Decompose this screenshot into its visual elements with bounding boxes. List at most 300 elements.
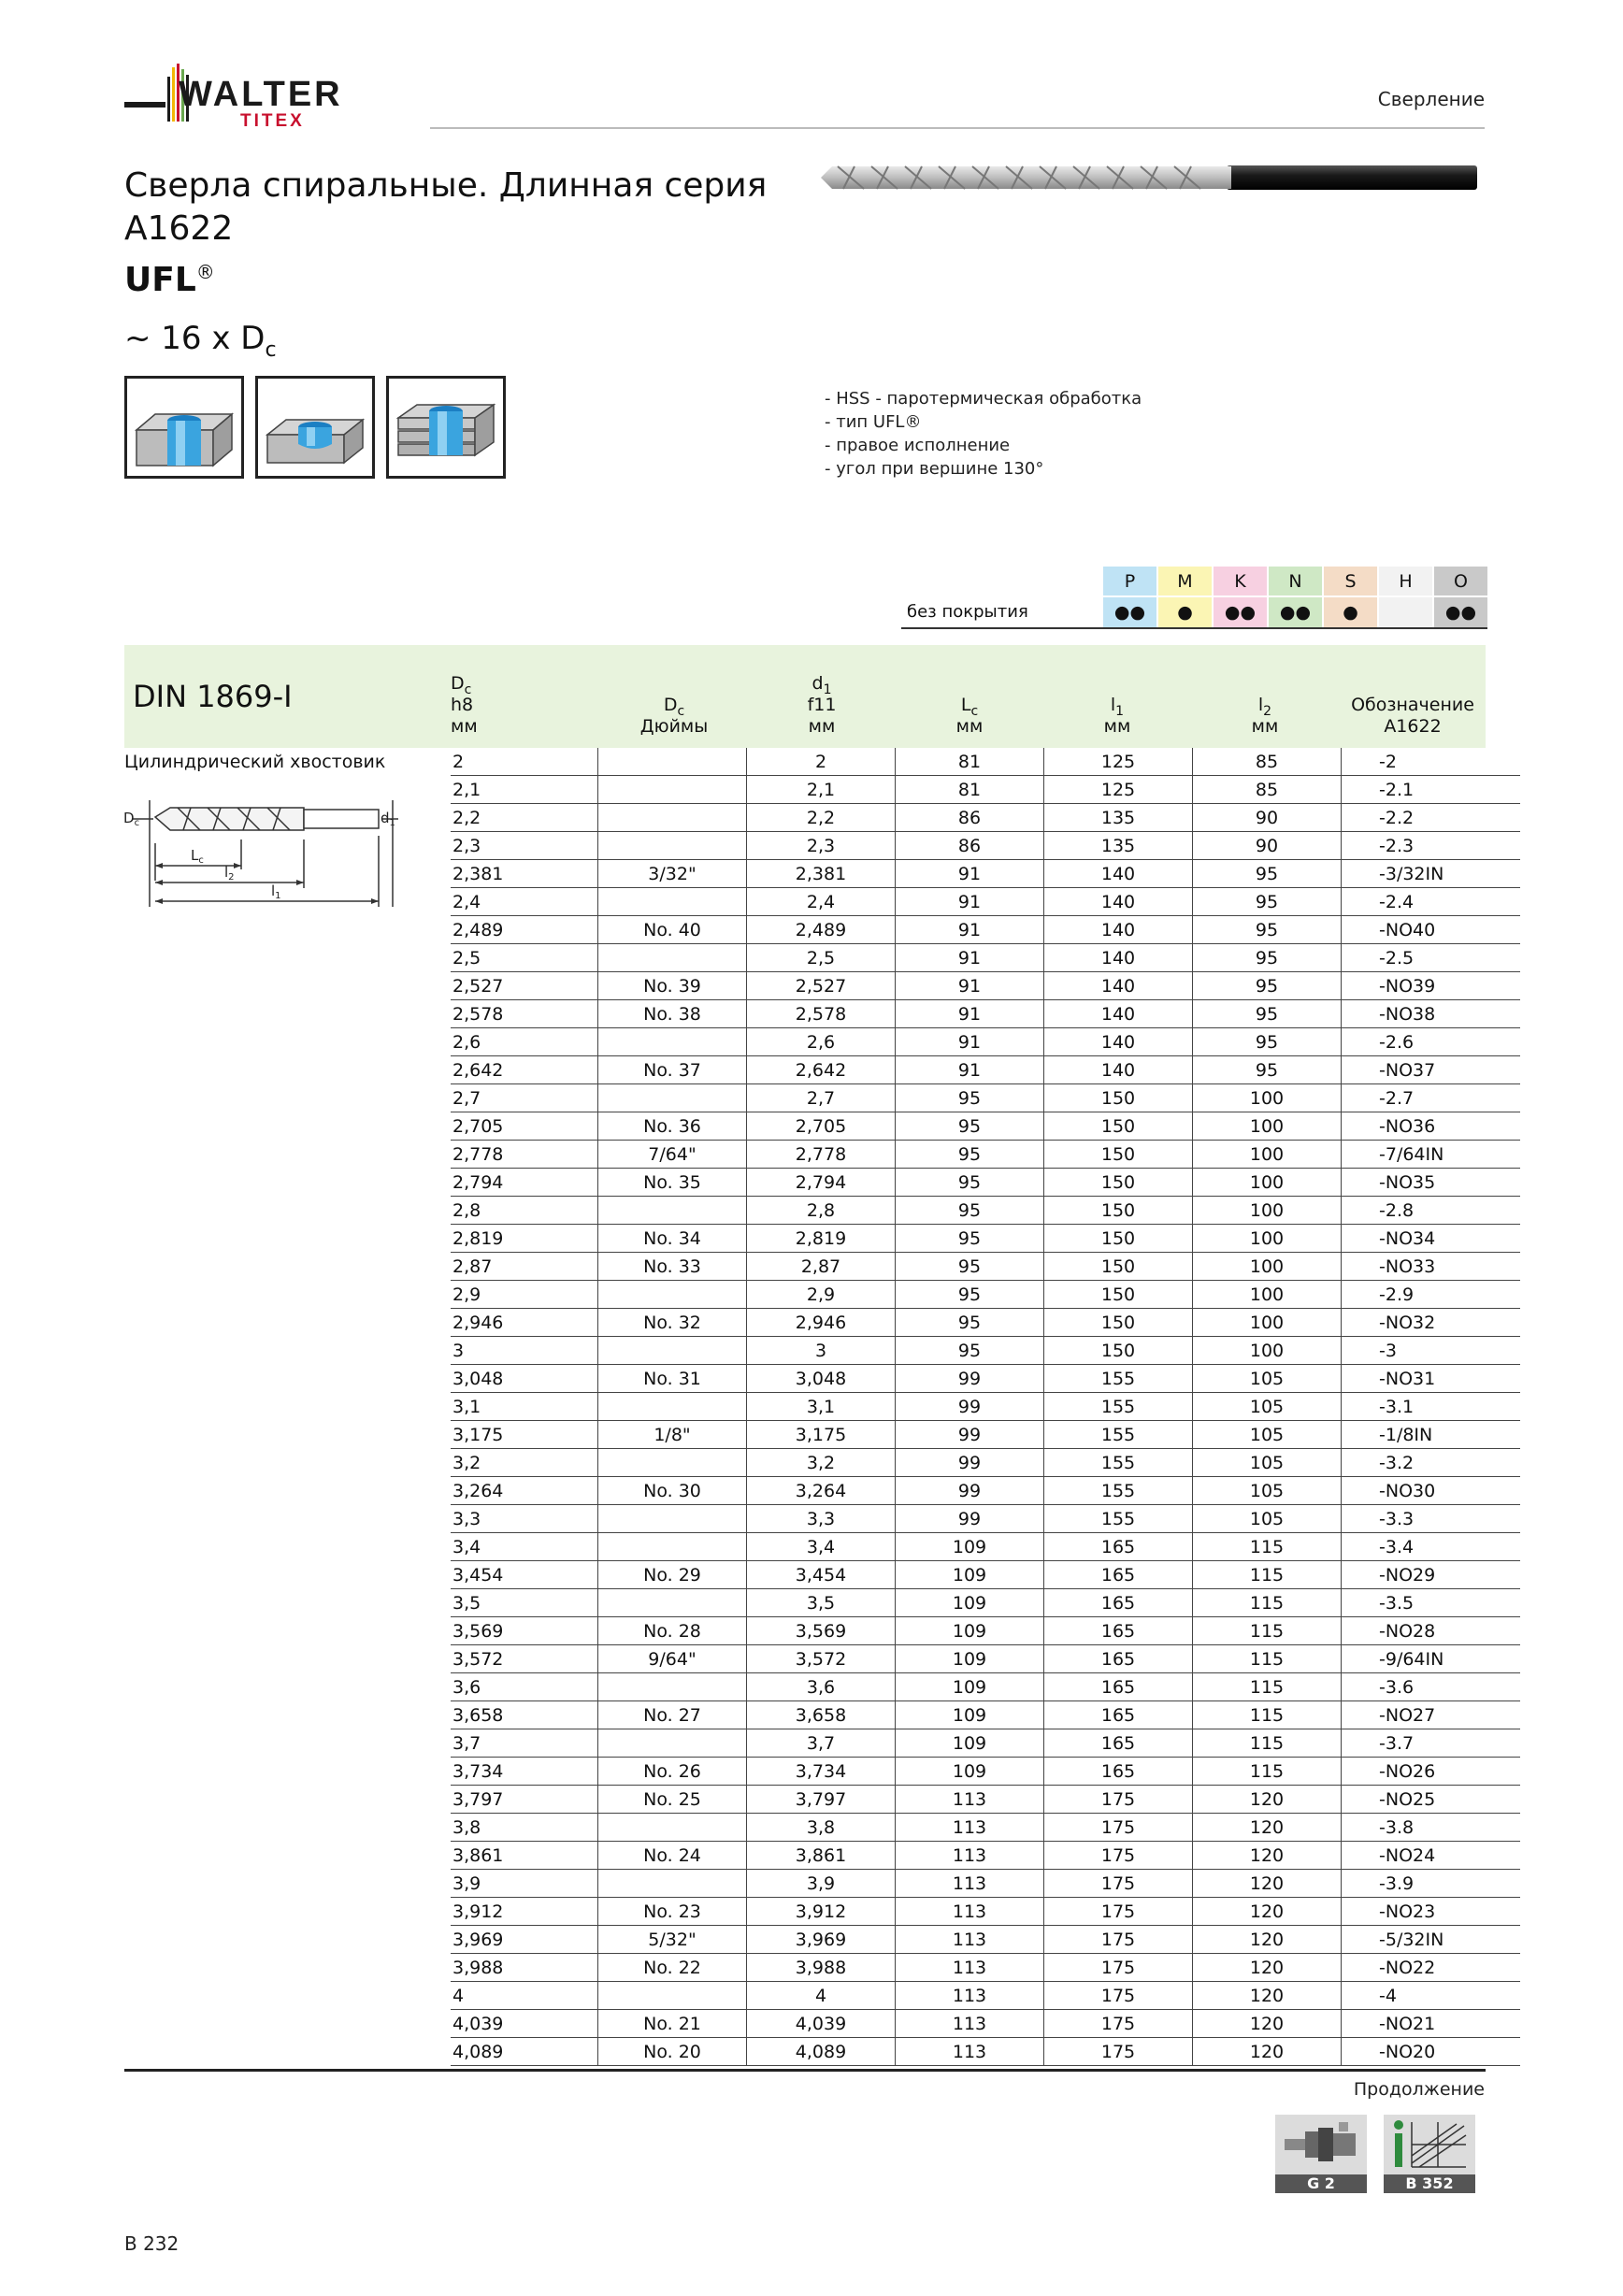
table-cell: 91 — [896, 1056, 1044, 1084]
table-cell: 99 — [896, 1421, 1044, 1449]
table-row — [451, 1814, 1520, 1842]
table-cell: 113 — [896, 1842, 1044, 1870]
table-cell: 155 — [1044, 1449, 1193, 1477]
table-cell: 99 — [896, 1505, 1044, 1533]
table-cell: 2,778 — [747, 1141, 896, 1169]
drill-schematic — [122, 795, 402, 918]
table-cell: 115 — [1193, 1758, 1342, 1786]
table-cell — [598, 748, 747, 776]
table-row — [451, 1084, 1520, 1112]
table-cell: 3,969 — [451, 1926, 598, 1954]
table-cell: -NO21 — [1342, 2010, 1521, 2038]
table-cell: -2.5 — [1342, 944, 1521, 972]
table-cell: 109 — [896, 1533, 1044, 1561]
info-chart-icon — [1384, 2115, 1475, 2174]
table-cell: 95 — [896, 1112, 1044, 1141]
table-cell: 3,569 — [451, 1617, 598, 1645]
table-row — [451, 1673, 1520, 1701]
table-cell: 2,2 — [451, 804, 598, 832]
table-cell: 175 — [1044, 1814, 1193, 1842]
table-cell: 105 — [1193, 1393, 1342, 1421]
table-cell: 120 — [1193, 1926, 1342, 1954]
table-cell: -NO25 — [1342, 1786, 1521, 1814]
table-cell: 113 — [896, 1898, 1044, 1926]
table-cell: -3.8 — [1342, 1814, 1521, 1842]
table-cell — [598, 1393, 747, 1421]
table-cell: 2,4 — [747, 888, 896, 916]
table-cell: 175 — [1044, 1982, 1193, 2010]
table-cell: 91 — [896, 944, 1044, 972]
table-cell: 2 — [451, 748, 598, 776]
stacked-plates-icon — [386, 376, 506, 479]
ref-button-b352[interactable]: B 352 — [1384, 2115, 1475, 2193]
table-cell: 150 — [1044, 1084, 1193, 1112]
table-cell: No. 34 — [598, 1225, 747, 1253]
table-cell: 125 — [1044, 776, 1193, 804]
table-cell: 150 — [1044, 1225, 1193, 1253]
table-cell: 90 — [1193, 804, 1342, 832]
table-cell: -3.2 — [1342, 1449, 1521, 1477]
table-cell: 100 — [1193, 1225, 1342, 1253]
table-cell: -NO23 — [1342, 1898, 1521, 1926]
section-title: Сверление — [1377, 88, 1485, 110]
material-group-s: S — [1323, 567, 1378, 596]
table-cell: 4 — [747, 1982, 896, 2010]
table-cell: 3/32" — [598, 860, 747, 888]
table-cell: -NO28 — [1342, 1617, 1521, 1645]
table-cell — [598, 776, 747, 804]
table-cell: 140 — [1044, 1056, 1193, 1084]
table-cell — [598, 1028, 747, 1056]
table-cell: 140 — [1044, 972, 1193, 1000]
table-row — [451, 1589, 1520, 1617]
table-cell: 165 — [1044, 1561, 1193, 1589]
table-cell: 3,5 — [451, 1589, 598, 1617]
material-group-p: P — [1102, 567, 1157, 596]
table-cell: 3,969 — [747, 1926, 896, 1954]
table-cell: -NO24 — [1342, 1842, 1521, 1870]
table-cell: 3,572 — [747, 1645, 896, 1673]
table-cell: No. 33 — [598, 1253, 747, 1281]
table-cell: 105 — [1193, 1505, 1342, 1533]
table-cell: No. 32 — [598, 1309, 747, 1337]
length-ratio: ~ 16 x $D_c$ — [124, 320, 277, 362]
table-cell: -2.4 — [1342, 888, 1521, 916]
table-cell: -2.1 — [1342, 776, 1521, 804]
table-cell: 4 — [451, 1982, 598, 2010]
table-cell: 135 — [1044, 832, 1193, 860]
table-row — [451, 1253, 1520, 1281]
table-cell: 3,9 — [451, 1870, 598, 1898]
table-cell: 3,734 — [451, 1758, 598, 1786]
table-cell: -2.8 — [1342, 1197, 1521, 1225]
table-cell: 99 — [896, 1393, 1044, 1421]
table-cell: No. 31 — [598, 1365, 747, 1393]
table-cell: 3,1 — [747, 1393, 896, 1421]
table-cell: 3,8 — [747, 1814, 896, 1842]
table-cell: -3.9 — [1342, 1870, 1521, 1898]
table-cell: 3,454 — [451, 1561, 598, 1589]
table-row — [451, 1701, 1520, 1729]
table-cell: 3,734 — [747, 1758, 896, 1786]
table-cell: -2.6 — [1342, 1028, 1521, 1056]
table-cell: 85 — [1193, 776, 1342, 804]
table-cell: No. 29 — [598, 1561, 747, 1589]
table-cell: 105 — [1193, 1477, 1342, 1505]
table-cell: 125 — [1044, 748, 1193, 776]
column-header: Обозначение A1622 — [1351, 695, 1474, 737]
table-cell: 9/64" — [598, 1645, 747, 1673]
table-row — [451, 1842, 1520, 1870]
table-cell: 3,454 — [747, 1561, 896, 1589]
table-cell: 3,4 — [451, 1533, 598, 1561]
table-cell: No. 25 — [598, 1786, 747, 1814]
table-cell: 2,1 — [451, 776, 598, 804]
table-cell: 109 — [896, 1645, 1044, 1673]
table-cell: -3.1 — [1342, 1393, 1521, 1421]
label-dc: $D_c$ — [123, 810, 140, 828]
material-rating-h — [1378, 596, 1433, 628]
table-cell: 3,3 — [451, 1505, 598, 1533]
material-rating-k: ●● — [1213, 596, 1268, 628]
table-cell: 150 — [1044, 1281, 1193, 1309]
table-cell: 3,2 — [747, 1449, 896, 1477]
material-rating-o: ●● — [1433, 596, 1487, 628]
table-cell: 91 — [896, 860, 1044, 888]
table-cell: No. 22 — [598, 1954, 747, 1982]
table-cell: -3.5 — [1342, 1589, 1521, 1617]
table-cell: 91 — [896, 916, 1044, 944]
table-cell: 2,794 — [451, 1169, 598, 1197]
table-cell: 2,6 — [451, 1028, 598, 1056]
table-cell: 3,8 — [451, 1814, 598, 1842]
table-row — [451, 1309, 1520, 1337]
table-cell: 3,861 — [451, 1842, 598, 1870]
table-cell: 95 — [896, 1084, 1044, 1112]
table-cell: 2,87 — [451, 1253, 598, 1281]
table-cell: 155 — [1044, 1477, 1193, 1505]
table-cell — [598, 1449, 747, 1477]
table-cell: 81 — [896, 776, 1044, 804]
table-cell: 3,7 — [451, 1729, 598, 1758]
table-cell: 95 — [1193, 916, 1342, 944]
table-cell: 113 — [896, 1870, 1044, 1898]
feature-item: - правое исполнение — [825, 436, 1011, 455]
table-cell: 165 — [1044, 1589, 1193, 1617]
table-cell: 95 — [1193, 860, 1342, 888]
label-d1: $d_1$ — [381, 810, 395, 828]
table-cell — [598, 1281, 747, 1309]
table-cell: 99 — [896, 1477, 1044, 1505]
table-cell: -3.3 — [1342, 1505, 1521, 1533]
table-row — [451, 2010, 1520, 2038]
title-line-3: UFL — [124, 261, 196, 299]
table-cell: 140 — [1044, 860, 1193, 888]
table-row — [451, 1870, 1520, 1898]
table-cell: 3,048 — [747, 1365, 896, 1393]
table-row — [451, 1477, 1520, 1505]
table-cell — [598, 1870, 747, 1898]
table-cell: 113 — [896, 1786, 1044, 1814]
material-rating-m: ● — [1157, 596, 1213, 628]
table-row — [451, 1645, 1520, 1673]
table-cell — [598, 832, 747, 860]
title-line-2: A1622 — [124, 209, 234, 248]
table-cell: No. 40 — [598, 916, 747, 944]
table-cell: 3,9 — [747, 1870, 896, 1898]
table-cell — [598, 1084, 747, 1112]
table-cell: 115 — [1193, 1729, 1342, 1758]
table-cell: -NO34 — [1342, 1225, 1521, 1253]
table-cell — [598, 1197, 747, 1225]
table-cell: -9/64IN — [1342, 1645, 1521, 1673]
table-cell: 95 — [896, 1197, 1044, 1225]
table-cell: No. 37 — [598, 1056, 747, 1084]
table-cell: 115 — [1193, 1533, 1342, 1561]
feature-item: - тип UFL® — [825, 412, 922, 432]
table-cell: 115 — [1193, 1645, 1342, 1673]
table-cell: 3,912 — [451, 1898, 598, 1926]
table-cell: 4,089 — [747, 2038, 896, 2066]
table-cell: 120 — [1193, 2010, 1342, 2038]
table-cell: -NO31 — [1342, 1365, 1521, 1393]
table-cell: 109 — [896, 1589, 1044, 1617]
table-cell: 150 — [1044, 1253, 1193, 1281]
table-cell: 175 — [1044, 1926, 1193, 1954]
product-title — [124, 165, 767, 302]
table-cell: -NO27 — [1342, 1701, 1521, 1729]
table-cell: 2,9 — [451, 1281, 598, 1309]
table-cell: 155 — [1044, 1421, 1193, 1449]
table-cell: 3 — [451, 1337, 598, 1365]
table-cell: 150 — [1044, 1141, 1193, 1169]
table-cell: 2,946 — [747, 1309, 896, 1337]
table-row — [451, 776, 1520, 804]
table-cell: 2,381 — [451, 860, 598, 888]
table-row — [451, 1786, 1520, 1814]
table-cell: 3,048 — [451, 1365, 598, 1393]
table-cell: -NO33 — [1342, 1253, 1521, 1281]
through-hole-icon — [124, 376, 244, 479]
title-line-1: Сверла спиральные. Длинная серия — [124, 166, 768, 205]
table-cell: 105 — [1193, 1449, 1342, 1477]
table-cell: 120 — [1193, 1842, 1342, 1870]
table-cell: 100 — [1193, 1084, 1342, 1112]
table-row — [451, 1365, 1520, 1393]
table-cell: -NO40 — [1342, 916, 1521, 944]
table-cell: 3,7 — [747, 1729, 896, 1758]
table-cell: 100 — [1193, 1281, 1342, 1309]
table-cell: 3,658 — [747, 1701, 896, 1729]
table-cell: 2,946 — [451, 1309, 598, 1337]
table-cell: No. 30 — [598, 1477, 747, 1505]
table-cell: 135 — [1044, 804, 1193, 832]
ref-button-g2[interactable]: G 2 — [1275, 2115, 1367, 2193]
table-cell: 2,4 — [451, 888, 598, 916]
table-cell: 91 — [896, 1028, 1044, 1056]
table-cell — [598, 1533, 747, 1561]
table-cell: 4,089 — [451, 2038, 598, 2066]
dimensions-table — [451, 748, 1520, 2066]
table-cell: No. 21 — [598, 2010, 747, 2038]
table-cell: 90 — [1193, 832, 1342, 860]
table-cell: 7/64" — [598, 1141, 747, 1169]
table-cell: -NO37 — [1342, 1056, 1521, 1084]
table-cell: No. 28 — [598, 1617, 747, 1645]
table-cell: 113 — [896, 2010, 1044, 2038]
table-cell: 3,912 — [747, 1898, 896, 1926]
table-cell: 155 — [1044, 1505, 1193, 1533]
table-cell: 120 — [1193, 2038, 1342, 2066]
material-group-m: M — [1157, 567, 1213, 596]
table-row — [451, 916, 1520, 944]
table-row — [451, 1421, 1520, 1449]
table-cell: 2,381 — [747, 860, 896, 888]
table-cell: 86 — [896, 832, 1044, 860]
table-cell: 2,705 — [451, 1112, 598, 1141]
table-cell: -NO22 — [1342, 1954, 1521, 1982]
table-cell: 100 — [1193, 1309, 1342, 1337]
table-cell — [598, 944, 747, 972]
table-cell: 100 — [1193, 1141, 1342, 1169]
table-row — [451, 1954, 1520, 1982]
table-cell: 100 — [1193, 1197, 1342, 1225]
table-cell: 2,5 — [747, 944, 896, 972]
table-row — [451, 1112, 1520, 1141]
table-cell: -3.7 — [1342, 1729, 1521, 1758]
table-cell: 113 — [896, 1954, 1044, 1982]
table-row — [451, 1729, 1520, 1758]
table-cell — [598, 1505, 747, 1533]
table-cell: 3,175 — [747, 1421, 896, 1449]
table-cell: -2.2 — [1342, 804, 1521, 832]
table-cell: 140 — [1044, 1028, 1193, 1056]
table-cell: 95 — [1193, 1056, 1342, 1084]
table-cell: 1/8" — [598, 1421, 747, 1449]
table-cell — [598, 1982, 747, 2010]
table-cell: 150 — [1044, 1337, 1193, 1365]
material-rating-n: ●● — [1268, 596, 1323, 628]
table-row — [451, 1000, 1520, 1028]
table-cell: 2,642 — [451, 1056, 598, 1084]
feature-list — [825, 387, 1142, 481]
continued-label: Продолжение — [1353, 2079, 1485, 2100]
table-row — [451, 1982, 1520, 2010]
table-cell: 95 — [1193, 1000, 1342, 1028]
table-cell: -2.9 — [1342, 1281, 1521, 1309]
table-cell: 150 — [1044, 1112, 1193, 1141]
table-cell — [598, 804, 747, 832]
table-cell: 115 — [1193, 1701, 1342, 1729]
feature-item: - HSS - паротермическая обработка — [825, 389, 1142, 409]
table-cell: -NO38 — [1342, 1000, 1521, 1028]
table-cell: 140 — [1044, 916, 1193, 944]
table-cell: 140 — [1044, 944, 1193, 972]
table-cell: 175 — [1044, 1870, 1193, 1898]
table-cell: 165 — [1044, 1533, 1193, 1561]
table-row — [451, 1533, 1520, 1561]
table-cell: 109 — [896, 1561, 1044, 1589]
table-cell — [598, 1729, 747, 1758]
table-cell: -NO35 — [1342, 1169, 1521, 1197]
table-row — [451, 1197, 1520, 1225]
table-cell: 2,87 — [747, 1253, 896, 1281]
table-cell: 95 — [1193, 1028, 1342, 1056]
table-cell: 150 — [1044, 1169, 1193, 1197]
column-header: $l_1$ мм — [1103, 695, 1131, 737]
table-cell: 3,572 — [451, 1645, 598, 1673]
table-cell: 115 — [1193, 1617, 1342, 1645]
table-cell: 3,264 — [451, 1477, 598, 1505]
table-cell: 175 — [1044, 1786, 1193, 1814]
table-row — [451, 1505, 1520, 1533]
table-cell: 100 — [1193, 1253, 1342, 1281]
table-cell: 165 — [1044, 1673, 1193, 1701]
table-cell: 3,6 — [747, 1673, 896, 1701]
table-cell: 81 — [896, 748, 1044, 776]
material-group-n: N — [1268, 567, 1323, 596]
table-row — [451, 1281, 1520, 1309]
table-cell: 175 — [1044, 1954, 1193, 1982]
table-cell: 3,3 — [747, 1505, 896, 1533]
material-group-k: K — [1213, 567, 1268, 596]
table-cell: 95 — [896, 1309, 1044, 1337]
table-cell: 2,819 — [451, 1225, 598, 1253]
table-cell: 2,794 — [747, 1169, 896, 1197]
table-cell: 115 — [1193, 1589, 1342, 1617]
table-cell: 2,705 — [747, 1112, 896, 1141]
table-cell: 95 — [896, 1281, 1044, 1309]
table-cell: -1/8IN — [1342, 1421, 1521, 1449]
table-cell: -3.4 — [1342, 1533, 1521, 1561]
table-cell: 3,797 — [747, 1786, 896, 1814]
table-cell: 2,8 — [451, 1197, 598, 1225]
table-cell: No. 26 — [598, 1758, 747, 1786]
table-cell: -NO29 — [1342, 1561, 1521, 1589]
table-row — [451, 1926, 1520, 1954]
material-group-o: O — [1433, 567, 1487, 596]
column-header: $D_c$ h8 мм — [451, 673, 478, 737]
table-cell: 85 — [1193, 748, 1342, 776]
table-row — [451, 1758, 1520, 1786]
table-cell: 3,988 — [451, 1954, 598, 1982]
table-row — [451, 804, 1520, 832]
table-cell: 3,861 — [747, 1842, 896, 1870]
table-cell: 175 — [1044, 2010, 1193, 2038]
walter-titex-logo: WALTER TITEX — [124, 58, 405, 135]
table-cell: 113 — [896, 1926, 1044, 1954]
table-row — [451, 1141, 1520, 1169]
table-cell: 86 — [896, 804, 1044, 832]
material-groups — [901, 567, 1487, 629]
table-cell: 120 — [1193, 1814, 1342, 1842]
table-cell: 2,8 — [747, 1197, 896, 1225]
table-cell: 2,7 — [451, 1084, 598, 1112]
table-cell: 3,4 — [747, 1533, 896, 1561]
table-cell: 3,264 — [747, 1477, 896, 1505]
table-cell: 113 — [896, 1982, 1044, 2010]
column-header: $l_2$ мм — [1251, 695, 1279, 737]
table-cell: 165 — [1044, 1645, 1193, 1673]
table-row — [451, 1337, 1520, 1365]
table-cell: 175 — [1044, 1898, 1193, 1926]
label-l1: $l_1$ — [271, 883, 281, 901]
coating-label: без покрытия — [901, 596, 1102, 628]
table-cell: 99 — [896, 1449, 1044, 1477]
table-cell: -3 — [1342, 1337, 1521, 1365]
table-cell: 95 — [896, 1225, 1044, 1253]
table-cell: No. 27 — [598, 1701, 747, 1729]
